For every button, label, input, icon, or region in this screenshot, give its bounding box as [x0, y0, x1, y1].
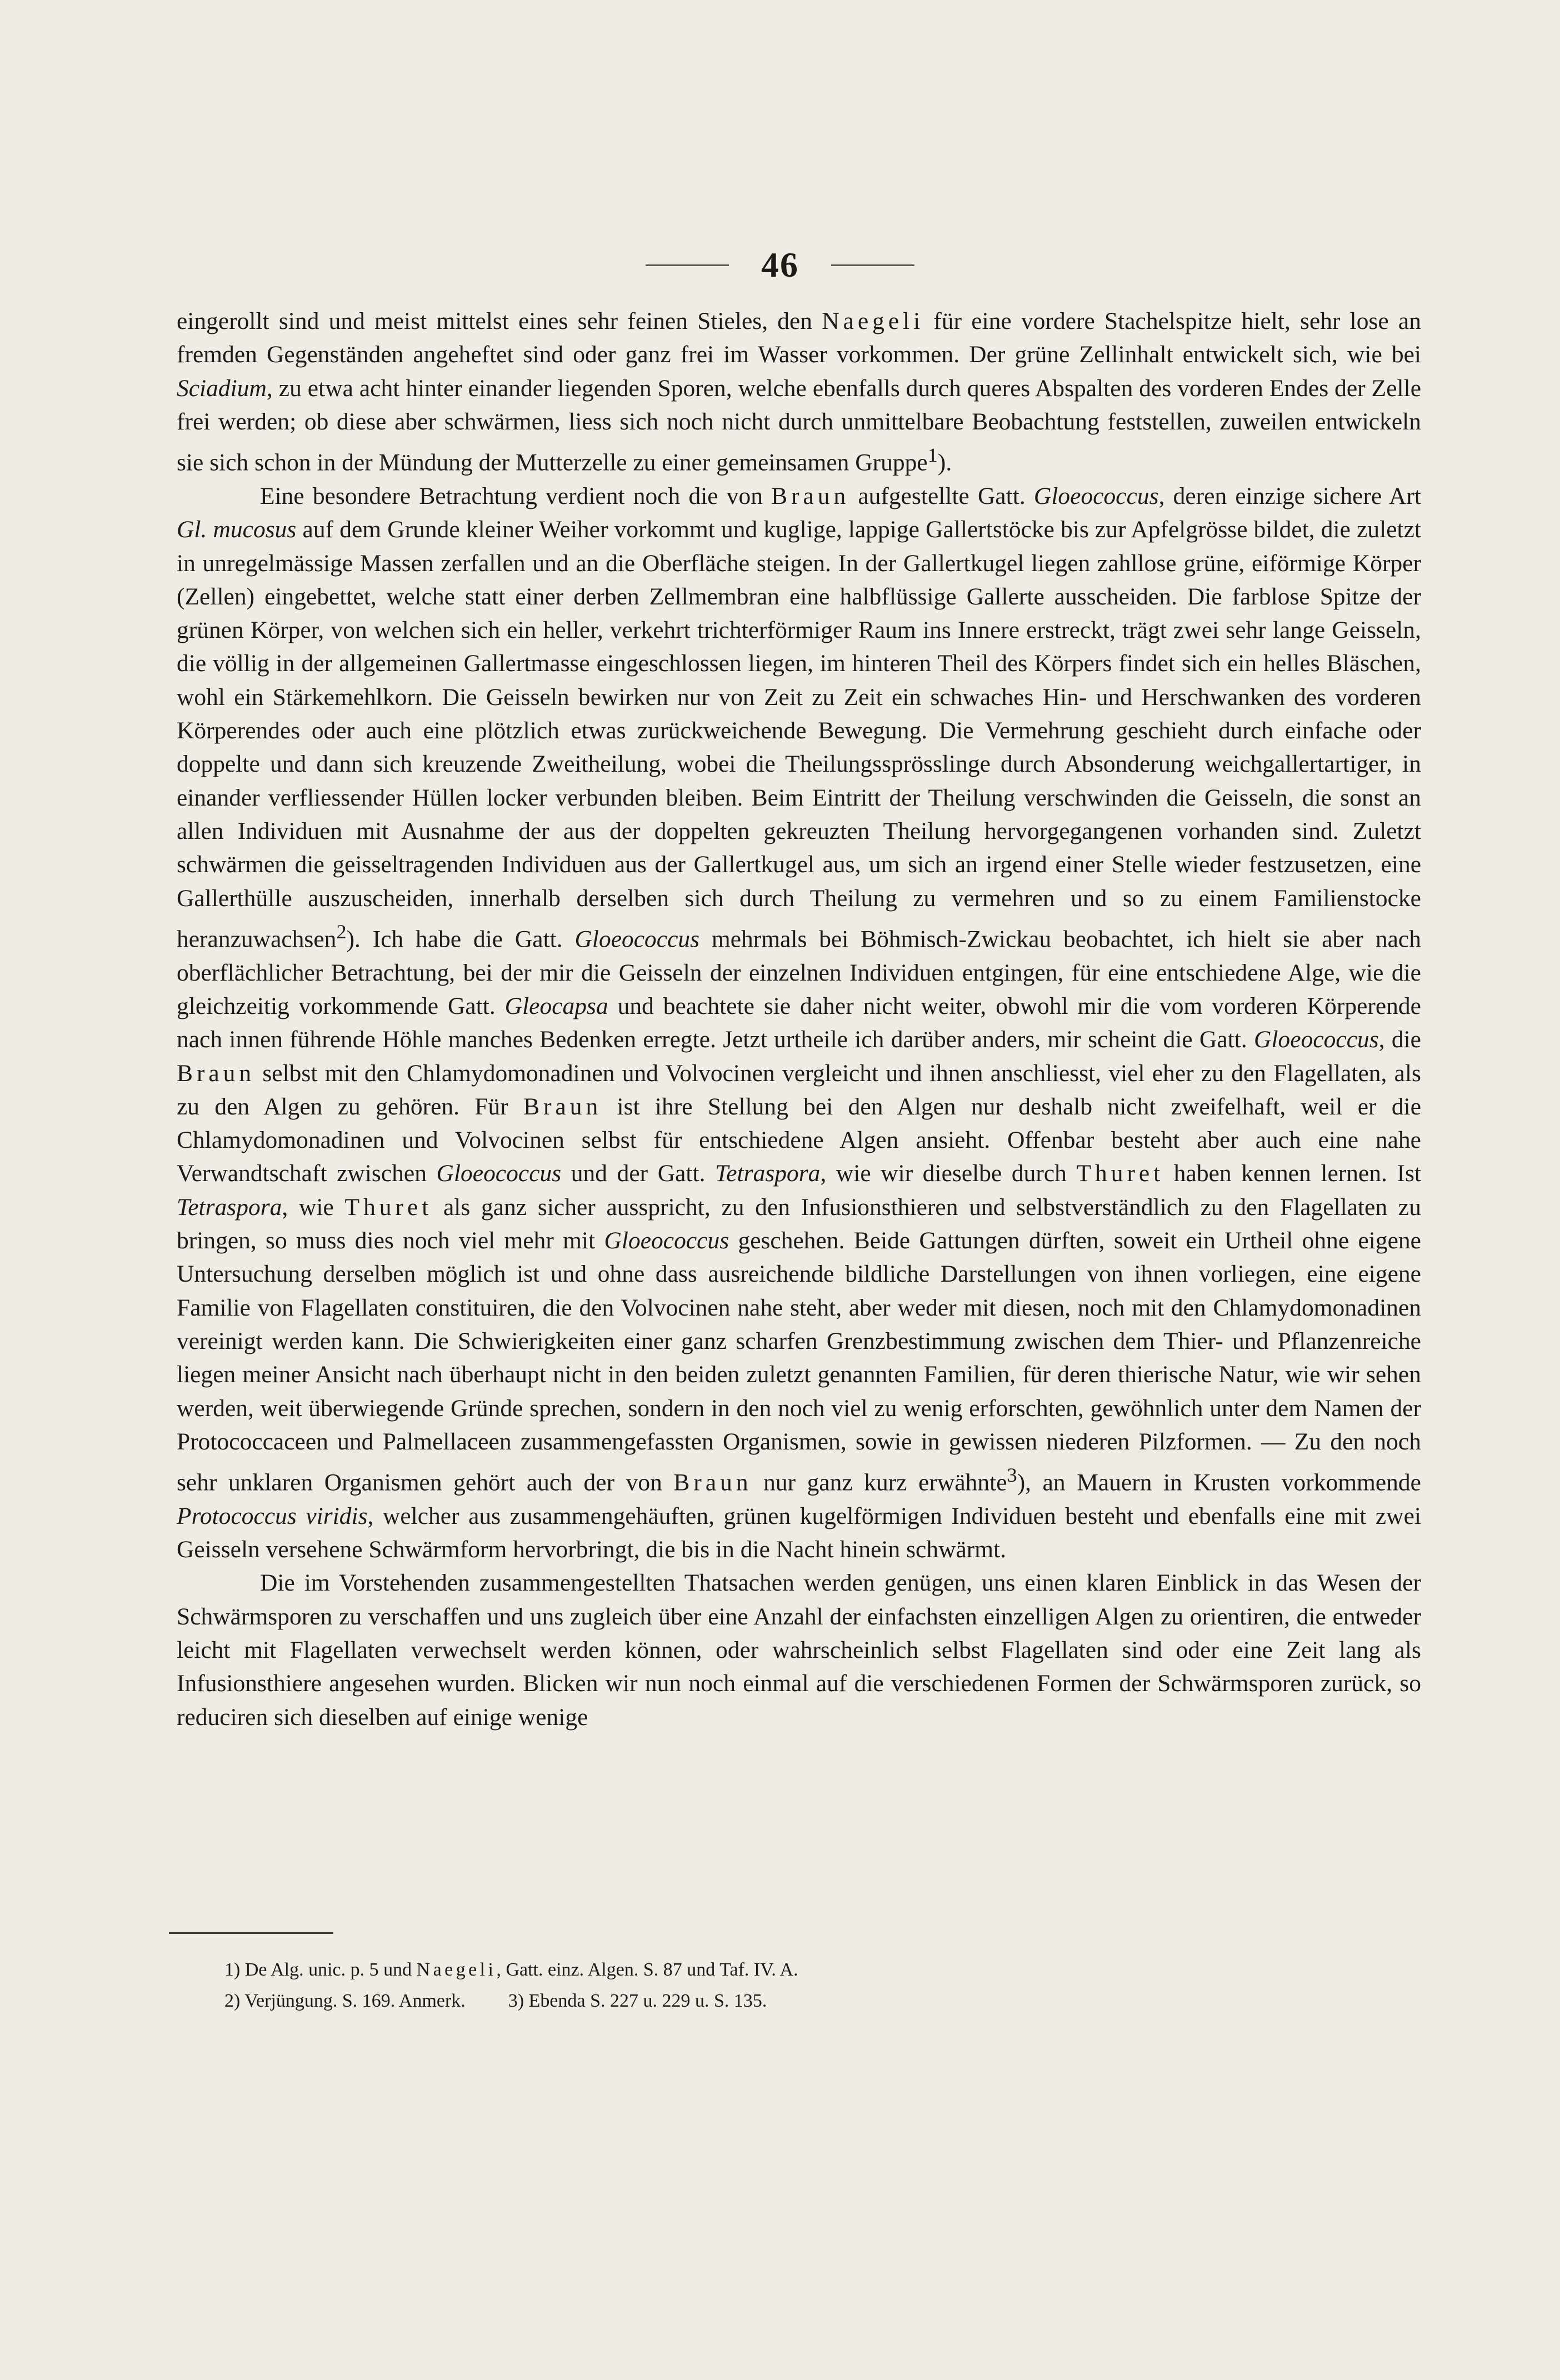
author-name: Thuret: [344, 1193, 433, 1221]
text-run: geschehen. Beide Gattungen dürften, soweit ein Urtheil ohne eigene Untersuchung derselben möglich ist und ohne dass ausreichende bildliche Darstellungen von ihnen vorliegen, eine eigene Familie von Flagellaten constituiren, die den Volvocinen nahe steht, aber weder mit diesen, noch mit den Chlamydomonadinen vereinigt werden kann. Die Schwierigkeiten einer ganz scharfen Grenzbestimmung zwischen dem Thier- und Pflanzenreiche liegen meiner Ansicht nach überhaupt nicht in den beiden zuletzt genannten Familien, für deren thierische Natur, wie wir sehen werden, weit überwiegende Gründe sprechen, sondern in den noch viel zu wenig erforschten, gewöhnlich unter dem Namen der Protococcaceen und Palmellaceen zusammengefassten Organismen, sowie in gewissen niederen Pilzformen. — Zu den noch sehr unklaren Organismen gehört auch der von: [177, 1227, 1421, 1496]
footnote-2-3: [224, 1986, 1169, 2017]
text-run: ).: [937, 449, 952, 476]
italic-term: Tetraspora: [715, 1160, 821, 1187]
text-run: , zu etwa acht hinter einander liegenden Sporen, welche ebenfalls durch queres Abspalten des vorderen Endes der Zelle frei werden; ob diese aber schwärmen, liess sich noch nicht durch unmittelbare Beobachtung feststellen, zuweilen entwickeln sie sich schon in der Mündung der Mutterzelle zu einer gemeinsamen Gruppe: [177, 374, 1421, 476]
footnote-text: , Gatt. einz. Algen. S. 87 und Taf. IV. A.: [496, 1959, 798, 1980]
text-run: und beachtete sie daher nicht weiter, obwohl mir die vom vorderen Körperende nach innen führende Höhle manches Bedenken erregte. Jetzt urtheile ich darüber anders, mir scheint die Gatt.: [177, 992, 1421, 1053]
footnote-ref: 3: [1007, 1464, 1017, 1487]
author-name: Naegeli: [822, 308, 924, 334]
page-header: [0, 244, 1560, 286]
author-name: Braun: [771, 482, 850, 509]
text-run: , wie wir dieselbe durch: [820, 1160, 1077, 1187]
text-run: haben kennen lernen. Ist: [1164, 1160, 1422, 1187]
footnote-text: Verjüngung. S. 169. Anmerk.: [244, 1991, 466, 2011]
italic-term: Sciadium: [177, 374, 267, 402]
author-name: Thuret: [1076, 1160, 1164, 1187]
text-run: selbst mit den Chlamydomonadinen und Volvocinen vergleicht und ihnen anschliesst, viel eher zu den Flagellaten, als zu den Algen zu gehören. Für: [177, 1059, 1421, 1120]
text-run: und der Gatt.: [561, 1160, 716, 1187]
text-run: , die: [1378, 1026, 1421, 1053]
text-run: für eine vordere Stachelspitze hielt, sehr lose an fremden Gegenständen angeheftet sind oder ganz frei im Wasser vorkommen. Der grüne Zellinhalt entwickelt sich, wie bei: [177, 308, 1421, 368]
text-run: , deren einzige sichere Art: [1158, 482, 1421, 509]
author-name: Braun: [523, 1093, 602, 1120]
footnote-author: Naegeli: [416, 1959, 497, 1980]
footnotes: [224, 1954, 1169, 2017]
text-run: auf dem Grunde kleiner Weiher vorkommt und kuglige, lappige Gallertstöcke bis zur Apfelgrösse bildet, die zuletzt in unregelmässige Massen zerfallen und an die Oberfläche steigen. In der Gallertkugel liegen zahllose grüne, eiförmige Körper (Zellen) eingebettet, welche statt einer derben Zellmembran eine halbflüssige Gallerte ausscheiden. Die farblose Spitze der grünen Körper, von welchen sich ein heller, verkehrt trichterförmiger Raum ins Innere erstreckt, trägt zwei sehr lange Geisseln, die völlig in der allgemeinen Gallertmasse eingeschlossen liegen, im hinteren Theil des Körpers findet sich ein helles Bläschen, wohl ein Stärkemehlkorn. Die Geisseln bewirken nur von Zeit zu Zeit ein schwaches Hin- und Herschwanken des vorderen Körperendes oder auch eine plötzlich etwas zurückweichende Bewegung. Die Vermehrung geschieht durch einfache oder doppelte und dann sich kreuzende Zweitheilung, wobei die Theilungssprösslinge durch Absonderung weichgallertartiger, in einander verfliessender Hüllen locker verbunden bleiben. Beim Eintritt der Theilung verschwinden die Geisseln, die sonst an allen Individuen mit Ausnahme der aus der doppelten gekreuzten Theilung hervorgegangenen vorhanden sind. Zuletzt schwärmen die geisseltragenden Individuen aus der Gallertkugel aus, um sich an irgend einer Stelle wieder festzusetzen, eine Gallerthülle auszuscheiden, innerhalb derselben sich durch Theilung zu vermehren und so zu einem Familienstocke heranzuwachsen: [177, 516, 1421, 953]
italic-term: Gloeococcus: [604, 1227, 729, 1254]
header-rule-right: [831, 264, 914, 266]
text-run: Die im Vorstehenden zusammengestellten Thatsachen werden genügen, uns einen klaren Einblick in das Wesen der Schwärmsporen zu verschaffen und uns zugleich über eine Anzahl der einfachsten einzelligen Algen zu orientiren, die entweder leicht mit Flagellaten verwechselt werden können, oder wahrscheinlich selbst Flagellaten sind oder eine Zeit lang als Infusionsthiere angesehen wurden. Blicken wir nun noch einmal auf die verschiedenen Formen der Schwärmsporen zurück, so reduciren sich dieselben auf einige wenige: [177, 1569, 1421, 1731]
italic-term: Gl. mucosus: [177, 516, 297, 543]
text-run: Eine besondere Betrachtung verdient noch die von: [260, 482, 772, 509]
italic-term: Gloeococcus: [436, 1160, 562, 1187]
text-run: ). Ich habe die Gatt.: [346, 926, 575, 953]
header-rule-left: [646, 264, 729, 266]
footnote-text: Ebenda S. 227 u. 229 u. S. 135.: [528, 1991, 767, 2011]
footnote-mark: 1): [224, 1959, 241, 1980]
italic-term: Gloeococcus: [1254, 1026, 1379, 1053]
italic-term: Tetraspora: [177, 1193, 282, 1221]
body-text: [177, 304, 1421, 1734]
italic-term: Gloeococcus: [1033, 482, 1159, 509]
author-name: Braun: [177, 1059, 256, 1087]
text-run: eingerollt sind und meist mittelst eines sehr feinen Stieles, den: [177, 308, 822, 334]
text-run: , wie: [282, 1193, 345, 1221]
text-run: aufgestellte Gatt.: [849, 482, 1034, 509]
footnote-text: De Alg. unic. p. 5 und: [244, 1959, 417, 1980]
footnote-1: [224, 1954, 1169, 1986]
paragraph: [177, 479, 1421, 1567]
footnote-mark: 3): [508, 1991, 524, 2011]
text-run: ), an Mauern in Krusten vorkommende: [1017, 1469, 1421, 1496]
paragraph: [177, 1566, 1421, 1733]
italic-term: Gloeococcus: [574, 926, 700, 953]
footnote-mark: 2): [224, 1991, 241, 2011]
footnote-rule: [169, 1932, 333, 1934]
text-run: mehrmals bei Böhmisch-Zwickau beobachtet, ich hielt sie aber nach oberflächlicher Betrachtung, bei der mir die Geisseln der einzelnen Individuen entgingen, für eine entschiedene Alge, wie die gleichzeitig vorkommende Gatt.: [177, 926, 1421, 1019]
footnote-ref: 2: [336, 920, 347, 943]
italic-term: Gleocapsa: [504, 992, 608, 1019]
footnote-ref: 1: [927, 444, 938, 467]
text-run: als ganz sicher ausspricht, zu den Infusionsthieren und selbstverständlich zu den Flagellaten zu bringen, so muss dies noch viel mehr mit: [177, 1193, 1421, 1254]
text-run: nur ganz kurz erwähnte: [752, 1469, 1007, 1496]
author-name: Braun: [673, 1469, 752, 1496]
text-run: ist ihre Stellung bei den Algen nur deshalb nicht zweifelhaft, weil er die Chlamydomonadinen und Volvocinen selbst für entschiedene Algen ansieht. Offenbar besteht aber auch eine nahe Verwandtschaft zwischen: [177, 1093, 1421, 1187]
italic-term: Protococcus viridis: [177, 1502, 368, 1529]
paragraph: [177, 304, 1421, 479]
text-run: , welcher aus zusammengehäuften, grünen kugelförmigen Individuen besteht und ebenfalls eine mit zwei Geisseln versehene Schwärmform hervorbringt, die bis in die Nacht hinein schwärmt.: [177, 1502, 1421, 1563]
page-number: 46: [761, 245, 799, 284]
